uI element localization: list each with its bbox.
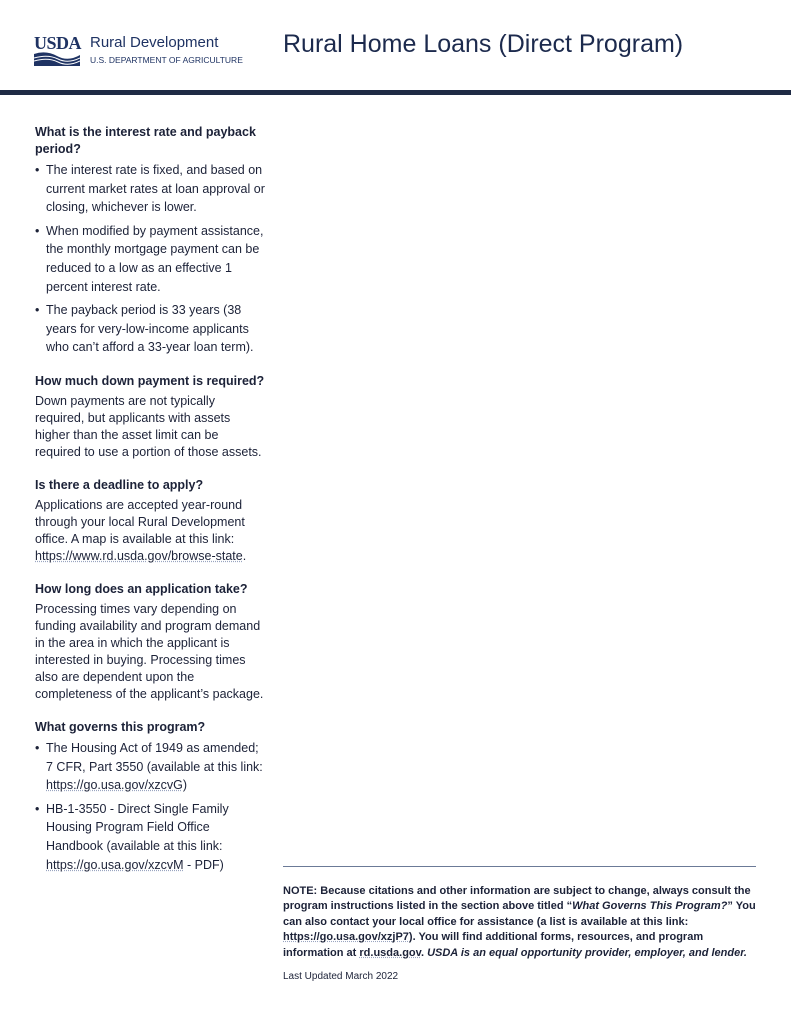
list-item-text: HB-1-3550 - Direct Single Family Housing Program Field Office Handbook (available at this link: (46, 801, 229, 853)
footer-note (283, 884, 756, 961)
note-text: ). You will find additional forms, resources, and program information at (283, 931, 704, 959)
faq-answer-suffix: . (242, 548, 247, 563)
faq-down-payment (35, 373, 267, 461)
usda-logo-mark (34, 34, 80, 68)
document-title: Rural Home Loans (Direct Program) (283, 30, 684, 58)
faq-question: How much down payment is required? (35, 373, 265, 388)
header-divider (0, 90, 791, 95)
note-text: NOTE: Because citations and other information are subject to change, always consult the program instructions listed in the section above titled “ (283, 885, 751, 913)
faq-governs (35, 719, 267, 874)
page-header (0, 0, 791, 90)
browse-state-link[interactable]: https://www.rd.usda.gov/browse-state (35, 548, 243, 563)
list-item: • The interest rate is fixed, and based on current market rates at loan approval or closing, whichever is lower. (35, 161, 267, 217)
list-item (35, 800, 267, 874)
note-text: ” You can also contact your local office for assistance (a list is available at this link: (283, 900, 756, 928)
local-office-link[interactable]: https://go.usa.gov/xzjP7 (283, 931, 409, 944)
usda-logo-hills-icon (34, 52, 80, 66)
agency-block (90, 34, 243, 66)
faq-question: Is there a deadline to apply? (35, 477, 204, 492)
agency-department: U.S. DEPARTMENT OF AGRICULTURE (90, 55, 243, 65)
list-item-suffix: ) (182, 778, 188, 793)
faq-answer (35, 497, 267, 565)
faq-question: What is the interest rate and payback period? (35, 125, 256, 156)
faq-answer: Processing times vary depending on funding availability and program demand in the area in which the applicant is interested in buying. Processing times also are dependent upon the completeness of the applicant’s package. (35, 601, 264, 701)
last-updated: Last Updated March 2022 (283, 971, 399, 983)
faq-deadline (35, 477, 267, 565)
footer-note-area (283, 866, 756, 982)
list-item-suffix: - PDF) (187, 857, 224, 872)
faq-answer: Down payments are not typically required, but applicants with assets higher than the asset limit can be required to use a portion of those assets. (35, 393, 262, 459)
faq-answer-text: Applications are accepted year-round through your local Rural Development office. A map is available at this link: (35, 497, 245, 546)
housing-act-link[interactable]: https://go.usa.gov/xzcvG (46, 778, 183, 793)
list-item: • When modified by payment assistance, the monthly mortgage payment can be reduced to a low as an effective 1 percent interest rate. (35, 222, 267, 296)
agency-name: Rural Development (90, 34, 219, 51)
list-item (35, 739, 267, 795)
faq-bullet-list (35, 739, 267, 874)
footer-divider (283, 866, 756, 867)
handbook-link[interactable]: https://go.usa.gov/xzcvM (46, 857, 184, 872)
note-text: . (420, 946, 424, 959)
faq-column (35, 124, 267, 890)
list-item-text: The Housing Act of 1949 as amended; 7 CFR, Part 3550 (available at this link: (46, 740, 263, 774)
usda-logo-text: USDA (34, 33, 82, 53)
faq-bullet-list (35, 161, 267, 357)
rd-usda-link[interactable]: rd.usda.gov (359, 946, 421, 959)
faq-interest-rate (35, 124, 267, 357)
list-item: • The payback period is 33 years (38 years for very-low-income applicants who can’t afford a 33-year loan term). (35, 301, 267, 357)
faq-application-time (35, 581, 267, 703)
faq-question: What governs this program? (35, 719, 206, 734)
note-italic-title: What Governs This Program? (572, 900, 728, 913)
equal-opportunity-statement: USDA is an equal opportunity provider, employer, and lender. (427, 946, 747, 959)
faq-question: How long does an application take? (35, 581, 248, 596)
